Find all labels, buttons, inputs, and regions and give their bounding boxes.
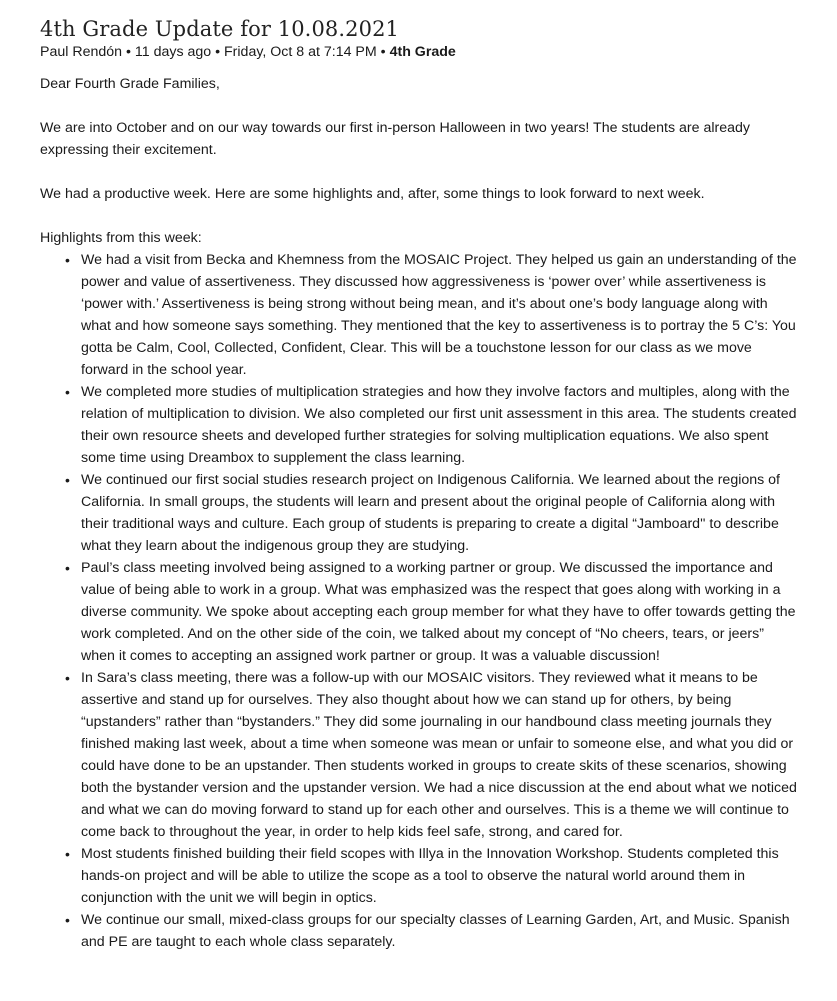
bullet-icon: • — [65, 252, 70, 268]
list-item-text: We completed more studies of multiplication strategies and how they involve factors and multiples, along with the relation of multiplication to division. We also completed our first unit assessment in this area. The students created their own resource sheets and developed further strategies for solving multiplication equations. We also spent some time using Dreambox to supplement the class learning. — [81, 384, 797, 466]
meta-separator: • — [211, 44, 225, 60]
post-body — [40, 73, 797, 953]
list-item-text: We had a visit from Becka and Khemness from the MOSAIC Project. They helped us gain an understanding of the power and value of assertiveness. They discussed how aggressiveness is ‘power over’ while assertiveness is ‘power with.’ Assertiveness is being strong without being mean, and it’s about one’s body language along with what and how someone says something. They mentioned that the key to assertiveness is to portray the 5 C’s: You gotta be Calm, Cool, Collected, Confident, Clear. This will be a touchstone lesson for our class as we move forward in the school year. — [81, 252, 797, 378]
list-item — [65, 909, 797, 953]
relative-time: 11 days ago — [134, 44, 212, 60]
list-item-text: Paul’s class meeting involved being assigned to a working partner or group. We discussed the importance and value of being able to work in a group. What was emphasized was the respect that goes along with working in a diverse community. We spoke about accepting each group member for what they have to offer towards getting the work completed. And on the other side of the coin, we talked about my concept of “No cheers, tears, or jeers” when it comes to accepting an assigned work partner or group. It was a valuable discussion! — [81, 560, 796, 664]
list-item — [65, 667, 797, 843]
intro-paragraph: We are into October and on our way towards our first in-person Halloween in two years! The students are already expressing their excitement. — [40, 120, 750, 158]
list-item-text: Most students finished building their field scopes with Illya in the Innovation Workshop. Students completed this hands-on project and will be able to utilize the scope as a tool to observe the natural world around them in conjunction with the unit we will begin in optics. — [81, 846, 779, 906]
bullet-icon: • — [65, 846, 70, 862]
post-title: 4th Grade Update for 10.08.2021 — [40, 17, 399, 41]
list-item — [65, 557, 797, 667]
bullet-icon: • — [65, 670, 70, 686]
highlights-heading: Highlights from this week: — [40, 230, 202, 246]
post-date: Friday, Oct 8 at 7:14 PM — [224, 44, 377, 60]
list-item-text: In Sara’s class meeting, there was a follow-up with our MOSAIC visitors. They reviewed what it means to be assertive and stand up for ourselves. They also thought about how we can stand up for others, by being “upstanders” rather than “bystanders.” They did some journaling in our handbound class meeting journals they finished making last week, about a time when someone was mean or unfair to someone else, and what you did or could have done to be an upstander. Then students worked in groups to create skits of these scenarios, showing both the bystander version and the upstander version. We had a nice discussion at the end about what we noticed and what we can do moving forward to stand up for each other and ourselves. This is a theme we will continue to come back to throughout the year, in order to help kids feel safe, strong, and cared for. — [81, 670, 797, 840]
author-name[interactable]: Paul Rendón — [40, 44, 123, 60]
meta-separator: • — [376, 44, 390, 60]
list-item — [65, 381, 797, 469]
list-item — [65, 843, 797, 909]
list-item-text: We continued our first social studies research project on Indigenous California. We learned about the regions of California. In small groups, the students will learn and present about the original people of California along with their traditional ways and culture. Each group of students is preparing to create a digital “Jamboard'' to describe what they learn about the indigenous group they are studying. — [81, 472, 781, 554]
greeting: Dear Fourth Grade Families, — [40, 76, 220, 92]
bullet-icon: • — [65, 560, 70, 576]
list-item — [65, 469, 797, 557]
week-summary-paragraph: We had a productive week. Here are some highlights and, after, some things to look forward to next week. — [40, 186, 705, 202]
bullet-icon: • — [65, 472, 70, 488]
list-item — [65, 249, 797, 381]
bullet-icon: • — [65, 912, 70, 928]
group-name[interactable]: 4th Grade — [389, 44, 456, 60]
highlights-list — [40, 249, 797, 953]
list-item-text: We continue our small, mixed-class groups for our specialty classes of Learning Garden, Art, and Music. Spanish and PE are taught to each whole class separately. — [81, 912, 790, 950]
post-meta — [40, 42, 797, 62]
meta-separator: • — [122, 44, 135, 60]
bullet-icon: • — [65, 384, 70, 400]
